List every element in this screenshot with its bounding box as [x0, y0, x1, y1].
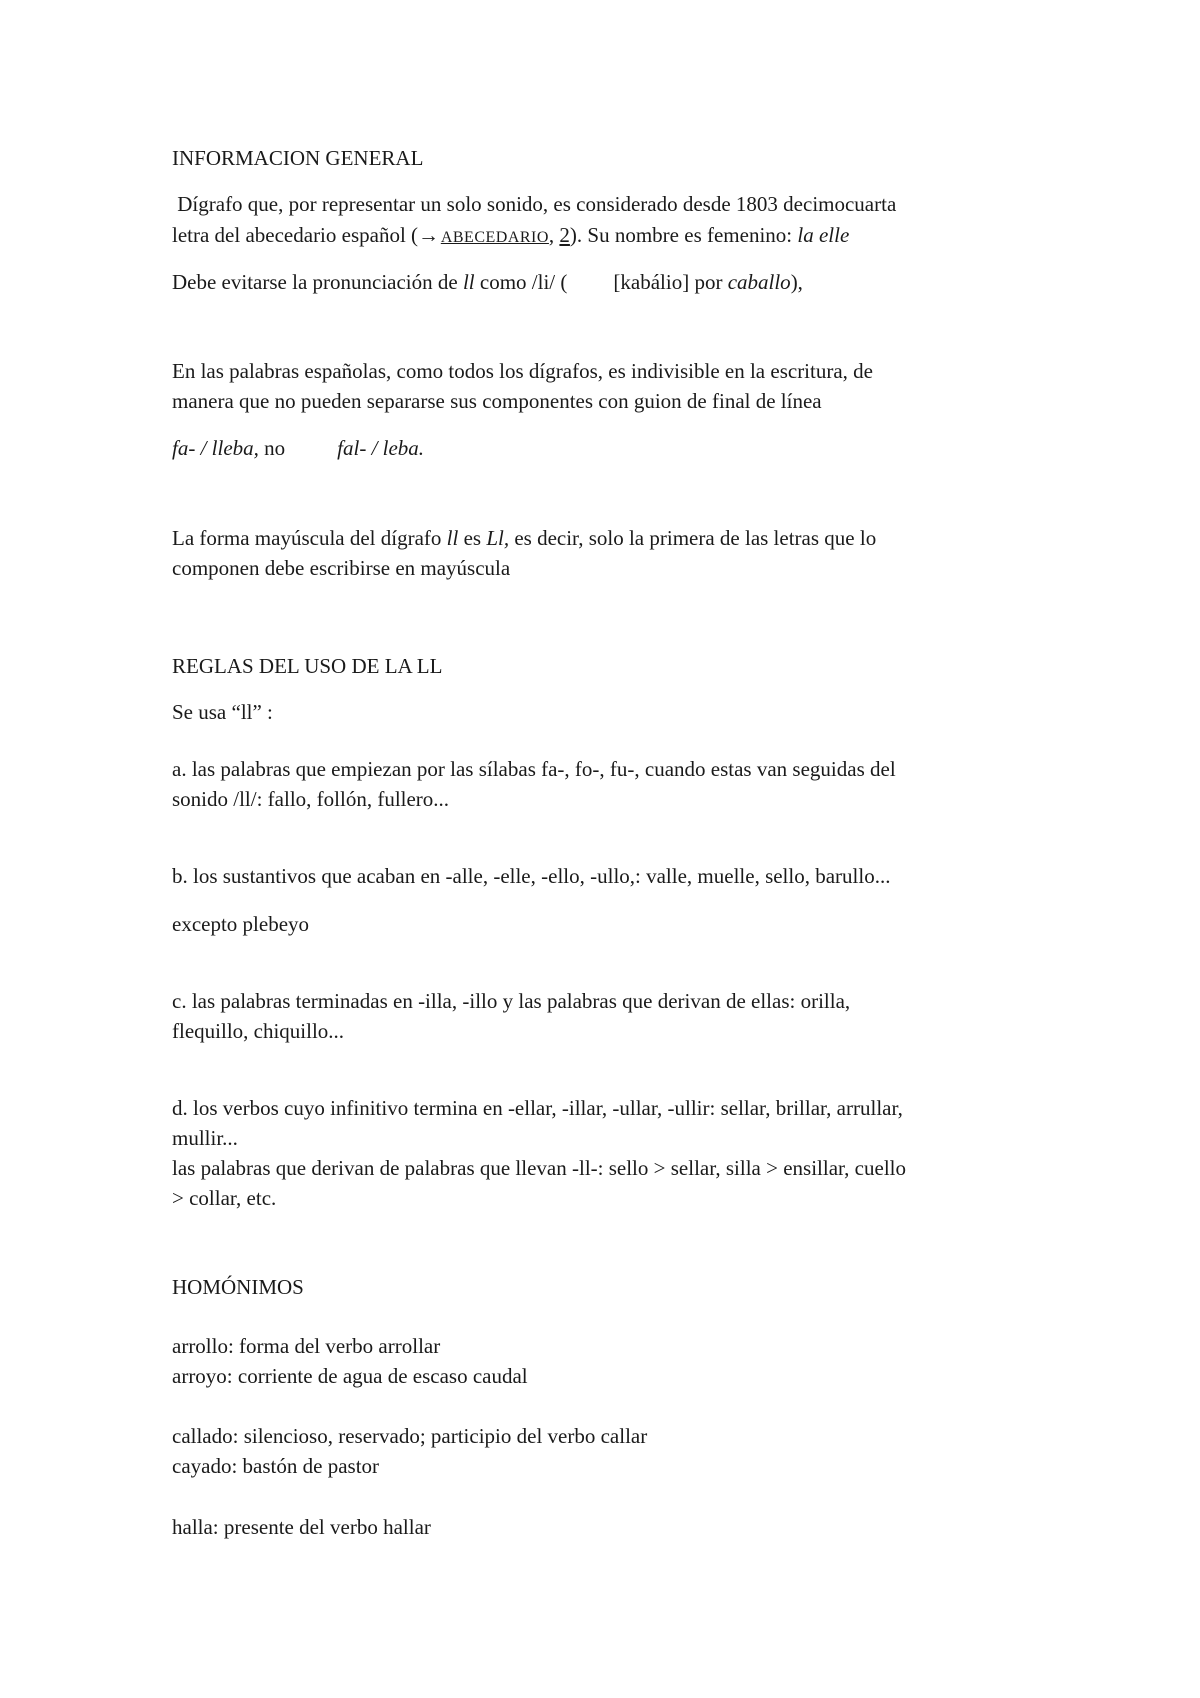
rule-a-line1: a. las palabras que empiezan por las sílabas fa-, fo-, fu-, cuando estas van seguidas del — [172, 757, 896, 781]
homonym-entry: arrollo: forma del verbo arrollar — [172, 1334, 441, 1358]
heading-reglas: REGLAS DEL USO DE LA LL — [172, 654, 443, 678]
homonym-entry: halla: presente del verbo hallar — [172, 1515, 431, 1539]
text: es — [458, 526, 487, 550]
paragraph-digrafo-line1 — [172, 189, 1052, 220]
rule-c-line1: c. las palabras terminadas en -illa, -illo y las palabras que derivan de ellas: orilla, — [172, 989, 851, 1013]
italic-text: fal- / leba. — [337, 436, 425, 460]
paragraph-indivisible-line2: manera que no pueden separarse sus componentes con guion de final de línea — [172, 389, 822, 413]
italic-text: caballo — [727, 270, 791, 294]
rule-d-line1: d. los verbos cuyo infinitivo termina en -ellar, -illar, -ullar, -ullir: sellar, brillar, arrullar, — [172, 1096, 903, 1120]
arrow-icon: → — [418, 223, 440, 247]
paragraph-mayuscula-line2: componen debe escribirse en mayúscula — [172, 556, 511, 580]
rule-a-line2: sonido /ll/: fallo, follón, fullero... — [172, 787, 450, 811]
italic-text: fa- / lleba, — [172, 436, 259, 460]
rule-b-line1: b. los sustantivos que acaban en -alle, -elle, -ello, -ullo,: valle, muelle, sello, barullo... — [172, 864, 891, 888]
paragraph-pronunciacion — [172, 267, 1052, 298]
homonym-entry: arroyo: corriente de agua de escaso caudal — [172, 1364, 528, 1388]
text: Debe evitarse la pronunciación de — [172, 270, 463, 294]
homonym-entry: callado: silencioso, reservado; participio del verbo callar — [172, 1424, 648, 1448]
text: , — [548, 223, 560, 247]
paragraph-example-division — [172, 433, 1052, 464]
homonym-entry: cayado: bastón de pastor — [172, 1454, 380, 1478]
rule-b-line2: excepto plebeyo — [172, 912, 310, 936]
text: como /li/ ( — [474, 270, 568, 294]
text: La forma mayúscula del dígrafo — [172, 526, 447, 550]
italic-text: la elle — [797, 223, 850, 247]
heading-homonimos: HOMÓNIMOS — [172, 1275, 304, 1299]
text: ), — [790, 270, 803, 294]
text: no — [258, 436, 286, 460]
text: ). Su nombre es femenino: — [569, 223, 798, 247]
rule-d-line3: las palabras que derivan de palabras que llevan -ll-: sello > sellar, silla > ensillar, cuello — [172, 1156, 906, 1180]
italic-text: ll — [446, 526, 459, 550]
italic-text: ll — [462, 270, 475, 294]
text: letra del abecedario español ( — [172, 223, 419, 247]
paragraph-digrafo-line2 — [172, 220, 1052, 253]
text: Dígrafo que, por representar un solo sonido, es considerado desde 1803 decimocuarta — [172, 192, 897, 216]
text: [kabálio] por — [613, 270, 728, 294]
paragraph-indivisible-line1: En las palabras españolas, como todos los dígrafos, es indivisible en la escritura, de — [172, 359, 873, 383]
abecedario-ref-number-link[interactable]: 2 — [559, 223, 570, 247]
rule-d-line4: > collar, etc. — [172, 1186, 277, 1210]
rule-d-line2: mullir... — [172, 1126, 238, 1150]
se-usa-label: Se usa “ll” : — [172, 700, 273, 724]
text: es decir, solo la primera de las letras que lo — [509, 526, 877, 550]
italic-text: Ll, — [486, 526, 510, 550]
paragraph-mayuscula-line1 — [172, 523, 1052, 554]
rule-c-line2: flequillo, chiquillo... — [172, 1019, 345, 1043]
abecedario-link[interactable]: ABECEDARIO — [440, 229, 549, 246]
heading-informacion-general: INFORMACION GENERAL — [172, 146, 424, 170]
